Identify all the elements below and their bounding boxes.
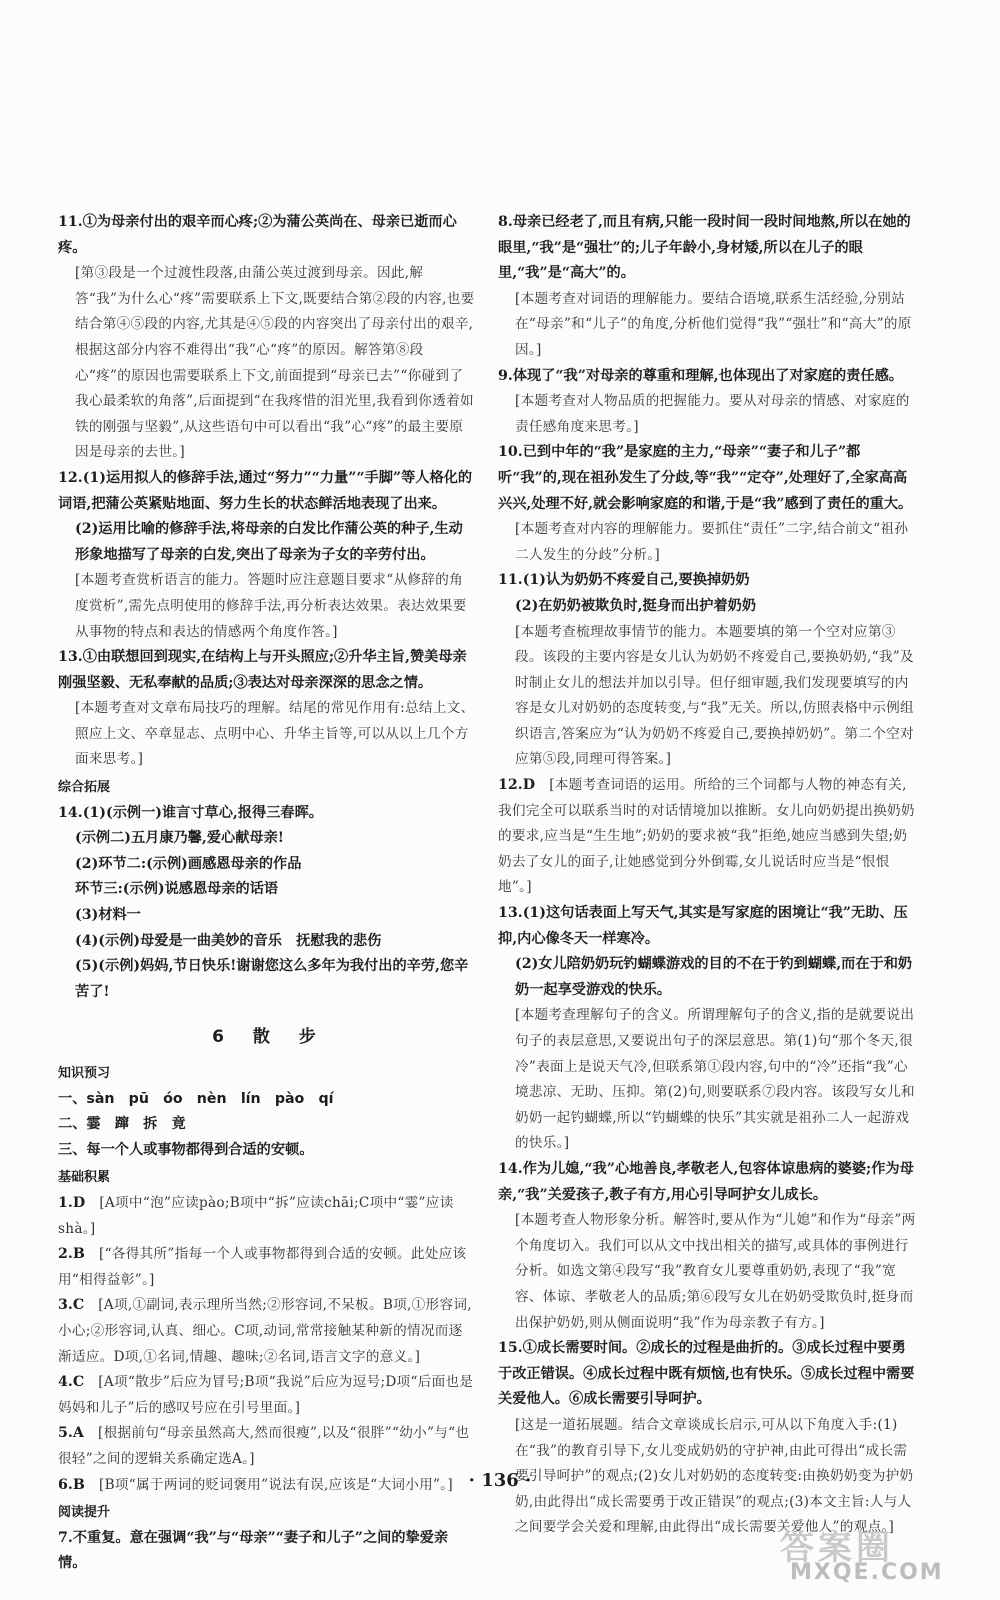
- answer-text: (1)认为奶奶不疼爱自己,要换掉奶奶: [522, 572, 750, 589]
- answer-text: 二、霎 蹿 拆 竟: [58, 1116, 186, 1133]
- answer-text: B: [72, 1246, 85, 1263]
- section-heading: 综合拓展: [58, 780, 111, 796]
- answer-subitem: 环节三:(示例)说感恩母亲的话语: [75, 881, 279, 898]
- section-heading: 阅读提升: [58, 1505, 111, 1521]
- answer-text: D: [72, 1194, 86, 1211]
- question-number: 12.: [58, 469, 83, 486]
- question-number: 6.: [58, 1476, 73, 1493]
- section-heading: 基础积累: [58, 1170, 111, 1186]
- answer-item: [498, 364, 916, 390]
- answer-item: [498, 1336, 916, 1413]
- answer-explanation: [本题考查人物形象分析。解答时,要从作为“儿媳”和作为“母亲”两个角度切入。我们可以从文中找出相关的描写,或具体的事例进行分析。如选文第④段写“我”教育女儿要尊重奶奶,表现了“我”宽容、体谅、孝敬老人的品质;第⑥段写女儿在奶奶受欺负时,挺身而出保护奶奶,则从侧面说明“我”作为母亲教子有方。]: [515, 1212, 916, 1331]
- answer-text: B: [72, 1476, 85, 1493]
- question-number: 13.: [498, 905, 523, 922]
- question-number: 9.: [498, 367, 513, 384]
- answer-explanation: [“各得其所”指每一个人或事物都得到合适的安顿。此处应该用“相得益彰”。]: [58, 1246, 467, 1288]
- answer-subitem: (2)女儿陪奶奶玩钓蝴蝶游戏的目的不在于钓到蝴蝶,而在于和奶奶一起享受游戏的快乐。: [515, 956, 913, 998]
- question-number: 15.: [498, 1340, 523, 1357]
- answer-text: 不重复。意在强调“我”与“母亲”“妻子和儿子”之间的挚爱亲情。: [58, 1529, 449, 1572]
- answer-text: (1)这句话表面上写天气,其实是写家庭的困境让“我”无助、压抑,内心像冬天一样寒冷。: [498, 905, 908, 947]
- question-number: 12.: [498, 777, 523, 794]
- answer-text: C: [72, 1374, 85, 1391]
- answer-text: (1)运用拟人的修辞手法,通过“努力”“力量”“手脚”等人格化的词语,把蒲公英紧贴地面、努力生长的状态鲜活地表现了出来。: [58, 469, 473, 512]
- answer-subitem: (2)运用比喻的修辞手法,将母亲的白发比作蒲公英的种子,生动形象地描写了母亲的白发,突出了母亲为子女的辛劳付出。: [75, 521, 463, 563]
- answer-item: [498, 440, 916, 517]
- answer-text: A: [72, 1425, 84, 1442]
- answer-text: 已到中年的“我”是家庭的主力,“母亲”“妻子和儿子”都听“我”的,现在祖孙发生了分歧,等“我”“定夺”,处理好了,全家高高兴兴,处理不好,就会影响家庭的和谐,于是“我”感到了责任的重大。: [498, 444, 913, 512]
- question-number: 3.: [58, 1297, 73, 1314]
- answer-subitem: (2)环节二:(示例)画感恩母亲的作品: [75, 855, 302, 872]
- answer-item: [498, 568, 916, 594]
- answer-text: 三、每一个人或事物都得到合适的安顿。: [58, 1141, 314, 1158]
- question-number: 8.: [498, 214, 513, 230]
- answer-explanation: [B项“属于两词的贬词褒用”说法有误,应该是“大词小用”。]: [99, 1476, 453, 1493]
- section-heading: 知识预习: [58, 1066, 111, 1081]
- watermark-logo: [760, 1520, 980, 1590]
- answer-subitem: (2)在奶奶被欺负时,挺身而出护着奶奶: [515, 597, 757, 614]
- answer-explanation: [A项,①副词,表示理所当然;②形容词,不呆板。B项,①形容词,小心;②形容词,认真、细心。C项,动词,常常接触某种新的情况而逐渐适应。D项,①名词,情趣、趣味;②名词,语言文字的意义。]: [58, 1297, 472, 1365]
- answer-subitem: (5)(示例)妈妈,节日快乐!谢谢您这么多年为我付出的辛劳,您辛苦了!: [75, 958, 469, 1000]
- answer-explanation: [本题考查词语的运用。所给的三个词都与人物的神态有关,我们完全可以联系当时的对话情境加以推断。女儿向奶奶提出换奶奶的要求,应当是“生生地”;奶奶的要求被“我”拒绝,她应当感到失望;奶奶去了女儿的面子,让她感觉到分外倒霉,女儿说话时应当是“恨恨地”。]: [498, 777, 915, 896]
- question-number: 10.: [498, 444, 523, 461]
- answer-subitem: (4)(示例)母爱是一曲美妙的音乐 抚慰我的悲伤: [75, 932, 382, 949]
- answer-item: [58, 1191, 476, 1242]
- question-number: 7.: [58, 1529, 73, 1546]
- question-number: 13.: [58, 649, 83, 666]
- answer-explanation: [根据前句“母亲虽然高大,然而很瘦”,以及“很胖”“幼小”与“也很轻”之间的逻辑关系确定选A。]: [58, 1425, 470, 1467]
- answer-text: ①成长需要时间。②成长的过程是曲折的。③成长过程中要勇于改正错误。④成长过程中既有烦恼,也有快乐。⑤成长过程中需要关爱他人。⑥成长需要引导呵护。: [498, 1340, 915, 1408]
- answer-item: [58, 1112, 476, 1138]
- right-column: [498, 210, 916, 1541]
- answer-text: 作为儿媳,“我”心地善良,孝敬老人,包容体谅患病的婆婆;作为母亲,“我”关爱孩子,教子有方,用心引导呵护女儿成长。: [498, 1160, 914, 1203]
- answer-item: [58, 1370, 476, 1421]
- answer-subitem: (示例二)五月康乃馨,爱心献母亲!: [75, 830, 285, 847]
- answer-explanation: [A项中“泡”应读pào;B项中“拆”应读chāi;C项中“霎”应读shà。]: [58, 1194, 454, 1237]
- pinyin-answer: 一、sàn pū óo nèn lín pào qí: [58, 1090, 334, 1107]
- answer-text: ①为母亲付出的艰辛而心疼;②为蒲公英尚在、母亲已逝而心疼。: [58, 214, 457, 256]
- answer-item: [58, 801, 476, 827]
- question-number: 14.: [58, 804, 83, 821]
- answer-item: [498, 210, 916, 287]
- answer-explanation: [本题考查对文章布局技巧的理解。结尾的常见作用有:总结上文、照应上文、卒章显志、点明中心、升华主旨等,可以从以上几个方面来思考。]: [75, 700, 475, 768]
- answer-subitem: (3)材料一: [75, 907, 141, 924]
- answer-explanation: [本题考查对词语的理解能力。要结合语境,联系生活经验,分别站在“母亲”和“儿子”的角度,分析他们觉得“我”“强壮”和“高大”的原因。]: [515, 290, 912, 358]
- answer-explanation: [A项“散步”后应为冒号;B项“我说”后应为逗号;D项“后面也是妈妈和儿子”后的感叹号应在引号里面。]: [58, 1374, 474, 1416]
- question-number: 2.: [58, 1246, 73, 1263]
- question-number: 5.: [58, 1425, 73, 1442]
- answer-item: [58, 466, 476, 517]
- answer-item: [58, 1421, 476, 1472]
- answer-item: [58, 1242, 476, 1293]
- left-column: [58, 210, 476, 1577]
- answer-text: C: [72, 1297, 85, 1314]
- answer-explanation: [本题考查对内容的理解能力。要抓住“责任”二字,结合前文“祖孙二人发生的分歧”分析。]: [515, 521, 909, 563]
- answer-item: [498, 901, 916, 952]
- answer-item: [58, 210, 476, 261]
- answer-text: D: [522, 777, 535, 794]
- answer-item: [498, 773, 916, 901]
- answer-item: [58, 1526, 476, 1577]
- watermark-text: 答案圈: [780, 1528, 894, 1568]
- answer-explanation: [本题考查理解句子的含义。所谓理解句子的含义,指的是就要说出句子的表层意思,又要说出句子的深层意思。第(1)句“那个冬天,很冷”表面上是说天气冷,但联系第①段内容,句中的“冷”还指“我”心境悲凉、无助、压抑。第(2)句,则要联系⑦段内容。该段写女儿和奶奶一起钓蝴蝶,所以“钓蝴蝶的快乐”其实就是祖孙二人一起游戏的快乐。]: [515, 1007, 915, 1152]
- answer-explanation: [这是一道拓展题。结合文章谈成长启示,可从以下角度入手:(1)在“我”的教育引导下,女儿变成奶奶的守护神,由此可得出“成长需要引导呵护”的观点;(2)女儿对奶奶的态度转变:由换奶奶变为护奶奶,由此得出“成长需要勇于改正错误”的观点;(3)本文主旨:人与人之间要学会关爱和理解,由此得出“成长需要关爱他人”的观点。]: [515, 1416, 914, 1536]
- answer-item: [58, 645, 476, 696]
- answer-explanation: [本题考查赏析语言的能力。答题时应注意题目要求“从修辞的角度赏析”,需先点明使用的修辞手法,再分析表达效果。表达效果要从事物的特点和表达的情感两个角度作答。]: [75, 572, 467, 640]
- answer-text: (1)(示例一)谁言寸草心,报得三春晖。: [82, 804, 323, 821]
- question-number: 11.: [58, 214, 83, 230]
- question-number: 14.: [498, 1160, 523, 1177]
- question-number: 4.: [58, 1374, 73, 1391]
- answer-item: [498, 1157, 916, 1208]
- question-number: 1.: [58, 1194, 73, 1211]
- answer-text: 母亲已经老了,而且有病,只能一段时间一段时间地熬,所以在她的眼里,“我”是“强壮”的;儿子年龄小,身材矮,所以在儿子的眼里,“我”是“高大”的。: [498, 214, 911, 282]
- answer-text: 体现了“我”对母亲的尊重和理解,也体现出了对家庭的责任感。: [512, 367, 903, 384]
- answer-explanation: [本题考查对人物品质的把握能力。要从对母亲的情感、对家庭的责任感角度来思考。]: [515, 393, 910, 435]
- lesson-title: 6 散 步: [212, 1027, 322, 1048]
- page-number: · 136 ·: [468, 1470, 532, 1491]
- answer-item: [58, 1138, 476, 1164]
- question-number: 11.: [498, 572, 523, 589]
- answer-item: [58, 1293, 476, 1370]
- watermark-url: MXQE.COM: [790, 1560, 944, 1585]
- answer-explanation: [本题考查梳理故事情节的能力。本题要填的第一个空对应第③段。该段的主要内容是女儿认为奶奶不疼爱自己,要换奶奶,“我”及时制止女儿的想法并加以引导。但仔细审题,我们发现要填写的内容是女儿对奶奶的态度转变,与“我”无关。所以,仿照表格中示例组织语言,答案应为“认为奶奶不疼爱自己,要换掉奶奶”。第二个空对应第⑤段,同理可得答案。]: [515, 623, 914, 768]
- answer-text: ①由联想回到现实,在结构上与开头照应;②升华主旨,赞美母亲刚强坚毅、无私奉献的品质;③表达对母亲深深的思念之情。: [58, 649, 467, 691]
- answer-explanation: [第③段是一个过渡性段落,由蒲公英过渡到母亲。因此,解答“我”为什么心“疼”需要联系上下文,既要结合第②段的内容,也要结合第④⑤段的内容,尤其是④⑤段的内容突出了母亲付出的艰辛,根据这部分内容不难得出“我”心“疼”的原因。解答第⑧段心“疼”的原因也需要联系上下文,前面提到“母亲已去”“你碰到了我心最柔软的角落”,后面提到“在我疼惜的泪光里,我看到你透着如铁的刚强与坚毅”,从这些语句中可以看出“我”心“疼”的最主要原因是母亲的去世。]: [75, 265, 475, 461]
